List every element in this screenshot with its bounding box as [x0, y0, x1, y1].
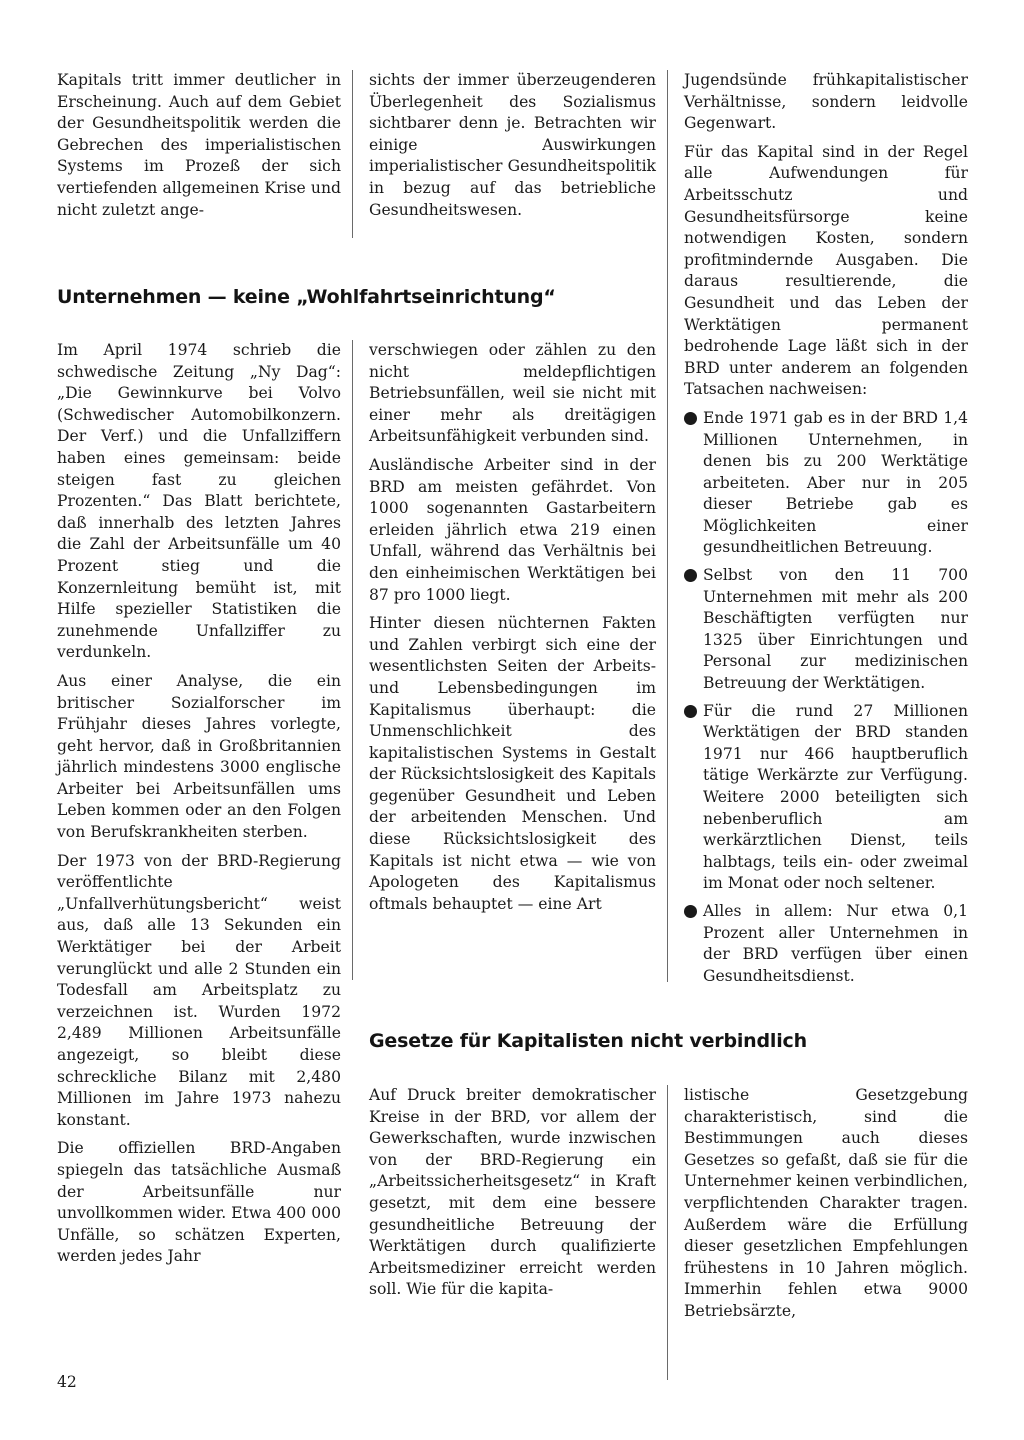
bullet-dot-icon — [684, 705, 697, 718]
paragraph: verschwiegen oder zählen zu den nicht meldepflichtigen Betriebsunfällen, weil sie nicht mit einer mehr als dreitägigen Arbeitsunfähigkeit verbunden sind. — [369, 341, 656, 446]
paragraph: Auf Druck breiter demokratischer Kreise in der BRD, vor allem der Gewerkschaften, wurde inzwischen von der BRD-Regierung ein „Arbeitssicherheitsgesetz“ in Kraft gesetzt, mit dem eine bessere gesundheitliche Betreuung der Werktätigen durch qualifizierte Arbeitsmediziner erreicht werden soll. Wie für die kapita- — [369, 1086, 656, 1299]
section1-left-column — [57, 340, 341, 1268]
bullet-item: Für die rund 27 Millionen Werktätigen der BRD standen 1971 nur 466 hauptberuflich tätige Werkärzte zur Verfügung. Weitere 2000 beteiligten sich nebenberuflich am werkärztlichen Dienst, teils halbtags, teils ein- oder zweimal im Monat oder noch seltener. — [684, 701, 968, 895]
paragraph: Der 1973 von der BRD-Regierung veröffentlichte „Unfallverhütungsbericht“ weist aus, daß alle 13 Sekunden ein Werktätiger bei der Arbeit verunglückt und alle 2 Stunden ein Todesfall am Arbeitsplatz zu verzeichnen ist. Wurden 1972 2,489 Millionen Arbeitsunfälle angezeigt, so bleibt diese schreckliche Bilanz mit 2,480 Millionen im Jahre 1973 nahezu konstant. — [57, 851, 341, 1129]
section2-right-column — [684, 1085, 968, 1323]
section2-middle-column — [369, 1085, 656, 1301]
paragraph: Die offiziellen BRD-Angaben spiegeln das tatsächliche Ausmaß der Arbeitsunfälle nur unvollkommen wider. Etwa 400 000 Unfälle, so schätzen Experten, werden jedes Jahr — [57, 1139, 341, 1266]
paragraph: Kapitals tritt immer deutlicher in Erscheinung. Auch auf dem Gebiet der Gesundheitspolitik werden die Gebrechen des imperialistischen Systems im Prozeß der sich vertiefenden allgemeinen Krise und nicht zuletzt ange- — [57, 71, 341, 219]
column-rule — [352, 340, 353, 980]
section-heading: Gesetze für Kapitalisten nicht verbindlich — [369, 1030, 807, 1052]
bullet-dot-icon — [684, 412, 697, 425]
top-left-column — [57, 70, 341, 221]
right-column — [684, 70, 968, 993]
paragraph: Aus einer Analyse, die ein britischer Sozialforscher im Frühjahr dieses Jahres vorlegte, geht hervor, daß in Großbritannien jährlich mindestens 3000 englische Arbeiter bei Arbeitsunfällen ums Leben kommen oder an den Folgen von Berufskrankheiten sterben. — [57, 671, 341, 842]
bullet-item: Selbst von den 11 700 Unternehmen mit mehr als 200 Beschäftigten verfügten nur 1325 über Einrichtungen und Personal zur medizinischen Betreuung der Werktätigen. — [684, 565, 968, 695]
paragraph: Ausländische Arbeiter sind in der BRD am meisten gefährdet. Von 1000 sogenannten Gastarbeitern erleiden jährlich etwa 219 einen Unfall, während das Verhältnis bei den einheimischen Werktätigen bei 87 pro 1000 liegt. — [369, 455, 656, 604]
section1-middle-column — [369, 340, 656, 915]
paragraph: listische Gesetzgebung charakteristisch, sind die Bestimmungen auch dieses Gesetzes so gefaßt, daß sie für die Unternehmer keinen verbindlichen, verpflichtenden Charakter tragen. Außerdem wäre die Erfüllung dieser gesetzlichen Empfehlungen frühestens in 10 Jahren möglich. Immerhin fehlen etwa 9000 Betriebsärzte, — [684, 1086, 968, 1320]
page-number: 42 — [57, 1373, 77, 1391]
column-rule — [667, 1085, 668, 1380]
top-middle-column — [369, 70, 656, 221]
paragraph: Für das Kapital sind in der Regel alle Aufwendungen für Arbeitsschutz und Gesundheitsfürsorge keine notwendigen Kosten, sondern profitmindernde Ausgaben. Die daraus resultierende, die Gesundheit und das Leben der Werktätigen permanent bedrohende Lage läßt sich in der BRD unter anderem an folgenden Tatsachen nachweisen: — [684, 142, 968, 399]
bullet-dot-icon — [684, 905, 697, 918]
paragraph: Jugendsünde frühkapitalistischer Verhältnisse, sondern leidvolle Gegenwart. — [684, 71, 968, 133]
paragraph: sichts der immer überzeugenderen Überlegenheit des Sozialismus sichtbarer denn je. Betrachten wir einige Auswirkungen imperialistischer Gesundheitspolitik in bezug auf das betriebliche Gesundheitswesen. — [369, 71, 656, 219]
bullet-item: Ende 1971 gab es in der BRD 1,4 Millionen Unternehmen, in denen bis zu 200 Werktätige arbeiteten. Aber nur in 205 dieser Betriebe gab es Möglichkeiten einer gesundheitlichen Betreuung. — [684, 408, 968, 559]
bullet-item: Alles in allem: Nur etwa 0,1 Prozent aller Unternehmen in der BRD verfügen über einen Gesundheitsdienst. — [684, 901, 968, 987]
column-rule — [352, 70, 353, 238]
bullet-dot-icon — [684, 569, 697, 582]
paragraph: Hinter diesen nüchternen Fakten und Zahlen verbirgt sich eine der wesentlichsten Seiten der Arbeits- und Lebensbedingungen im Kapitalismus überhaupt: die Unmenschlichkeit des kapitalistischen Systems in Gestalt der Rücksichtslosigkeit des Kapitals gegenüber Gesundheit und Leben der arbeitenden Menschen. Und diese Rücksichtslosigkeit des Kapitals ist nicht etwa — wie von Apologeten des Kapitalismus oftmals behauptet — eine Art — [369, 614, 656, 913]
paragraph: Im April 1974 schrieb die schwedische Zeitung „Ny Dag“: „Die Gewinnkurve bei Volvo (Schwedischer Automobilkonzern. Der Verf.) und die Unfallziffern haben eines gemeinsam: beide steigen fast zu gleichen Prozenten.“ Das Blatt berichtete, daß innerhalb des letzten Jahres die Zahl der Arbeitsunfälle um 40 Prozent stieg und die Konzernleitung bemüht ist, mit Hilfe spezieller Statistiken die zunehmende Unfallziffer zu verdunkeln. — [57, 341, 341, 662]
section-heading: Unternehmen — keine „Wohlfahrtseinrichtung“ — [57, 286, 556, 308]
column-rule — [667, 70, 668, 982]
